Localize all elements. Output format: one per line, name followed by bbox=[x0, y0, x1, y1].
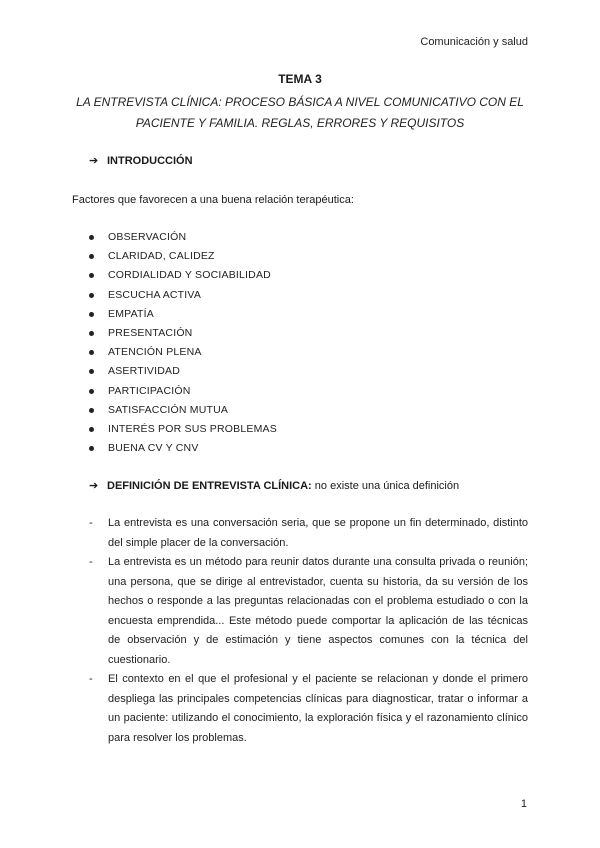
bullet-icon bbox=[89, 389, 94, 394]
page-title: TEMA 3 bbox=[278, 72, 322, 86]
factors-list bbox=[0, 228, 277, 458]
page-number: 1 bbox=[520, 798, 527, 810]
bullet-icon bbox=[89, 427, 94, 432]
arrow-right-icon: ➔ bbox=[89, 155, 99, 167]
bullet-icon bbox=[89, 369, 94, 374]
section-heading-definicion bbox=[89, 479, 459, 492]
list-item: PRESENTACIÓN bbox=[0, 324, 277, 343]
bullet-icon bbox=[89, 254, 94, 259]
list-item: CLARIDAD, CALIDEZ bbox=[0, 247, 277, 266]
list-item: OBSERVACIÓN bbox=[0, 228, 277, 247]
bullet-icon bbox=[89, 312, 94, 317]
definitions-list bbox=[0, 514, 600, 748]
list-item: ATENCIÓN PLENA bbox=[0, 343, 277, 362]
section-heading-text: DEFINICIÓN DE ENTREVISTA CLÍNICA: bbox=[107, 480, 312, 492]
list-item: PARTICIPACIÓN bbox=[0, 382, 277, 401]
list-item: EMPATÍA bbox=[0, 305, 277, 324]
bullet-icon bbox=[89, 408, 94, 413]
arrow-right-icon: ➔ bbox=[89, 480, 99, 492]
intro-paragraph: Factores que favorecen a una buena relación terapéutica: bbox=[72, 194, 354, 206]
list-item: INTERÉS POR SUS PROBLEMAS bbox=[0, 420, 277, 439]
list-item: ASERTIVIDAD bbox=[0, 362, 277, 381]
dash-bullet: - bbox=[89, 673, 93, 685]
list-item: SATISFACCIÓN MUTUA bbox=[0, 401, 277, 420]
bullet-icon bbox=[89, 331, 94, 336]
bullet-icon bbox=[89, 293, 94, 298]
bullet-icon bbox=[89, 350, 94, 355]
list-item: - El contexto en el que el profesional y el paciente se relacionan y donde el primero despliega las principales competencias clínicas para diagnosticar, tratar o informar a un paciente: utilizando el conocimiento, la exploración física y el razonamiento clínico para resolver los problemas. bbox=[0, 670, 528, 748]
page-subtitle: LA ENTREVISTA CLÍNICA: PROCESO BÁSICA A NIVEL COMUNICATIVO CON EL PACIENTE Y FAMILIA. REGLAS, ERRORES Y REQUISITOS bbox=[76, 95, 524, 130]
bullet-icon bbox=[89, 446, 94, 451]
bullet-icon bbox=[89, 273, 94, 278]
dash-bullet: - bbox=[89, 517, 93, 529]
bullet-icon bbox=[89, 235, 94, 240]
list-item: - La entrevista es un método para reunir datos durante una consulta privada o reunión; una persona, que se dirige al entrevistador, cuenta su historia, da su versión de los hechos o responde a las preguntas relacionadas con el problema estudiado o con la encuesta emprendida... Este método puede comportar la aplicación de las técnicas de observación y de estimación y tiene aspectos comunes con la técnica del cuestionario. bbox=[0, 553, 528, 670]
section-heading-introduccion bbox=[89, 154, 193, 167]
section-heading-text: INTRODUCCIÓN bbox=[107, 155, 193, 167]
dash-bullet: - bbox=[89, 556, 93, 568]
list-item: BUENA CV Y CNV bbox=[0, 439, 277, 458]
running-header: Comunicación y salud bbox=[420, 36, 528, 48]
section-heading-note: no existe una única definición bbox=[311, 480, 460, 492]
list-item: - La entrevista es una conversación seria, que se propone un fin determinado, distinto del simple placer de la conversación. bbox=[0, 514, 528, 553]
list-item: CORDIALIDAD Y SOCIABILIDAD bbox=[0, 266, 277, 285]
list-item: ESCUCHA ACTIVA bbox=[0, 286, 277, 305]
